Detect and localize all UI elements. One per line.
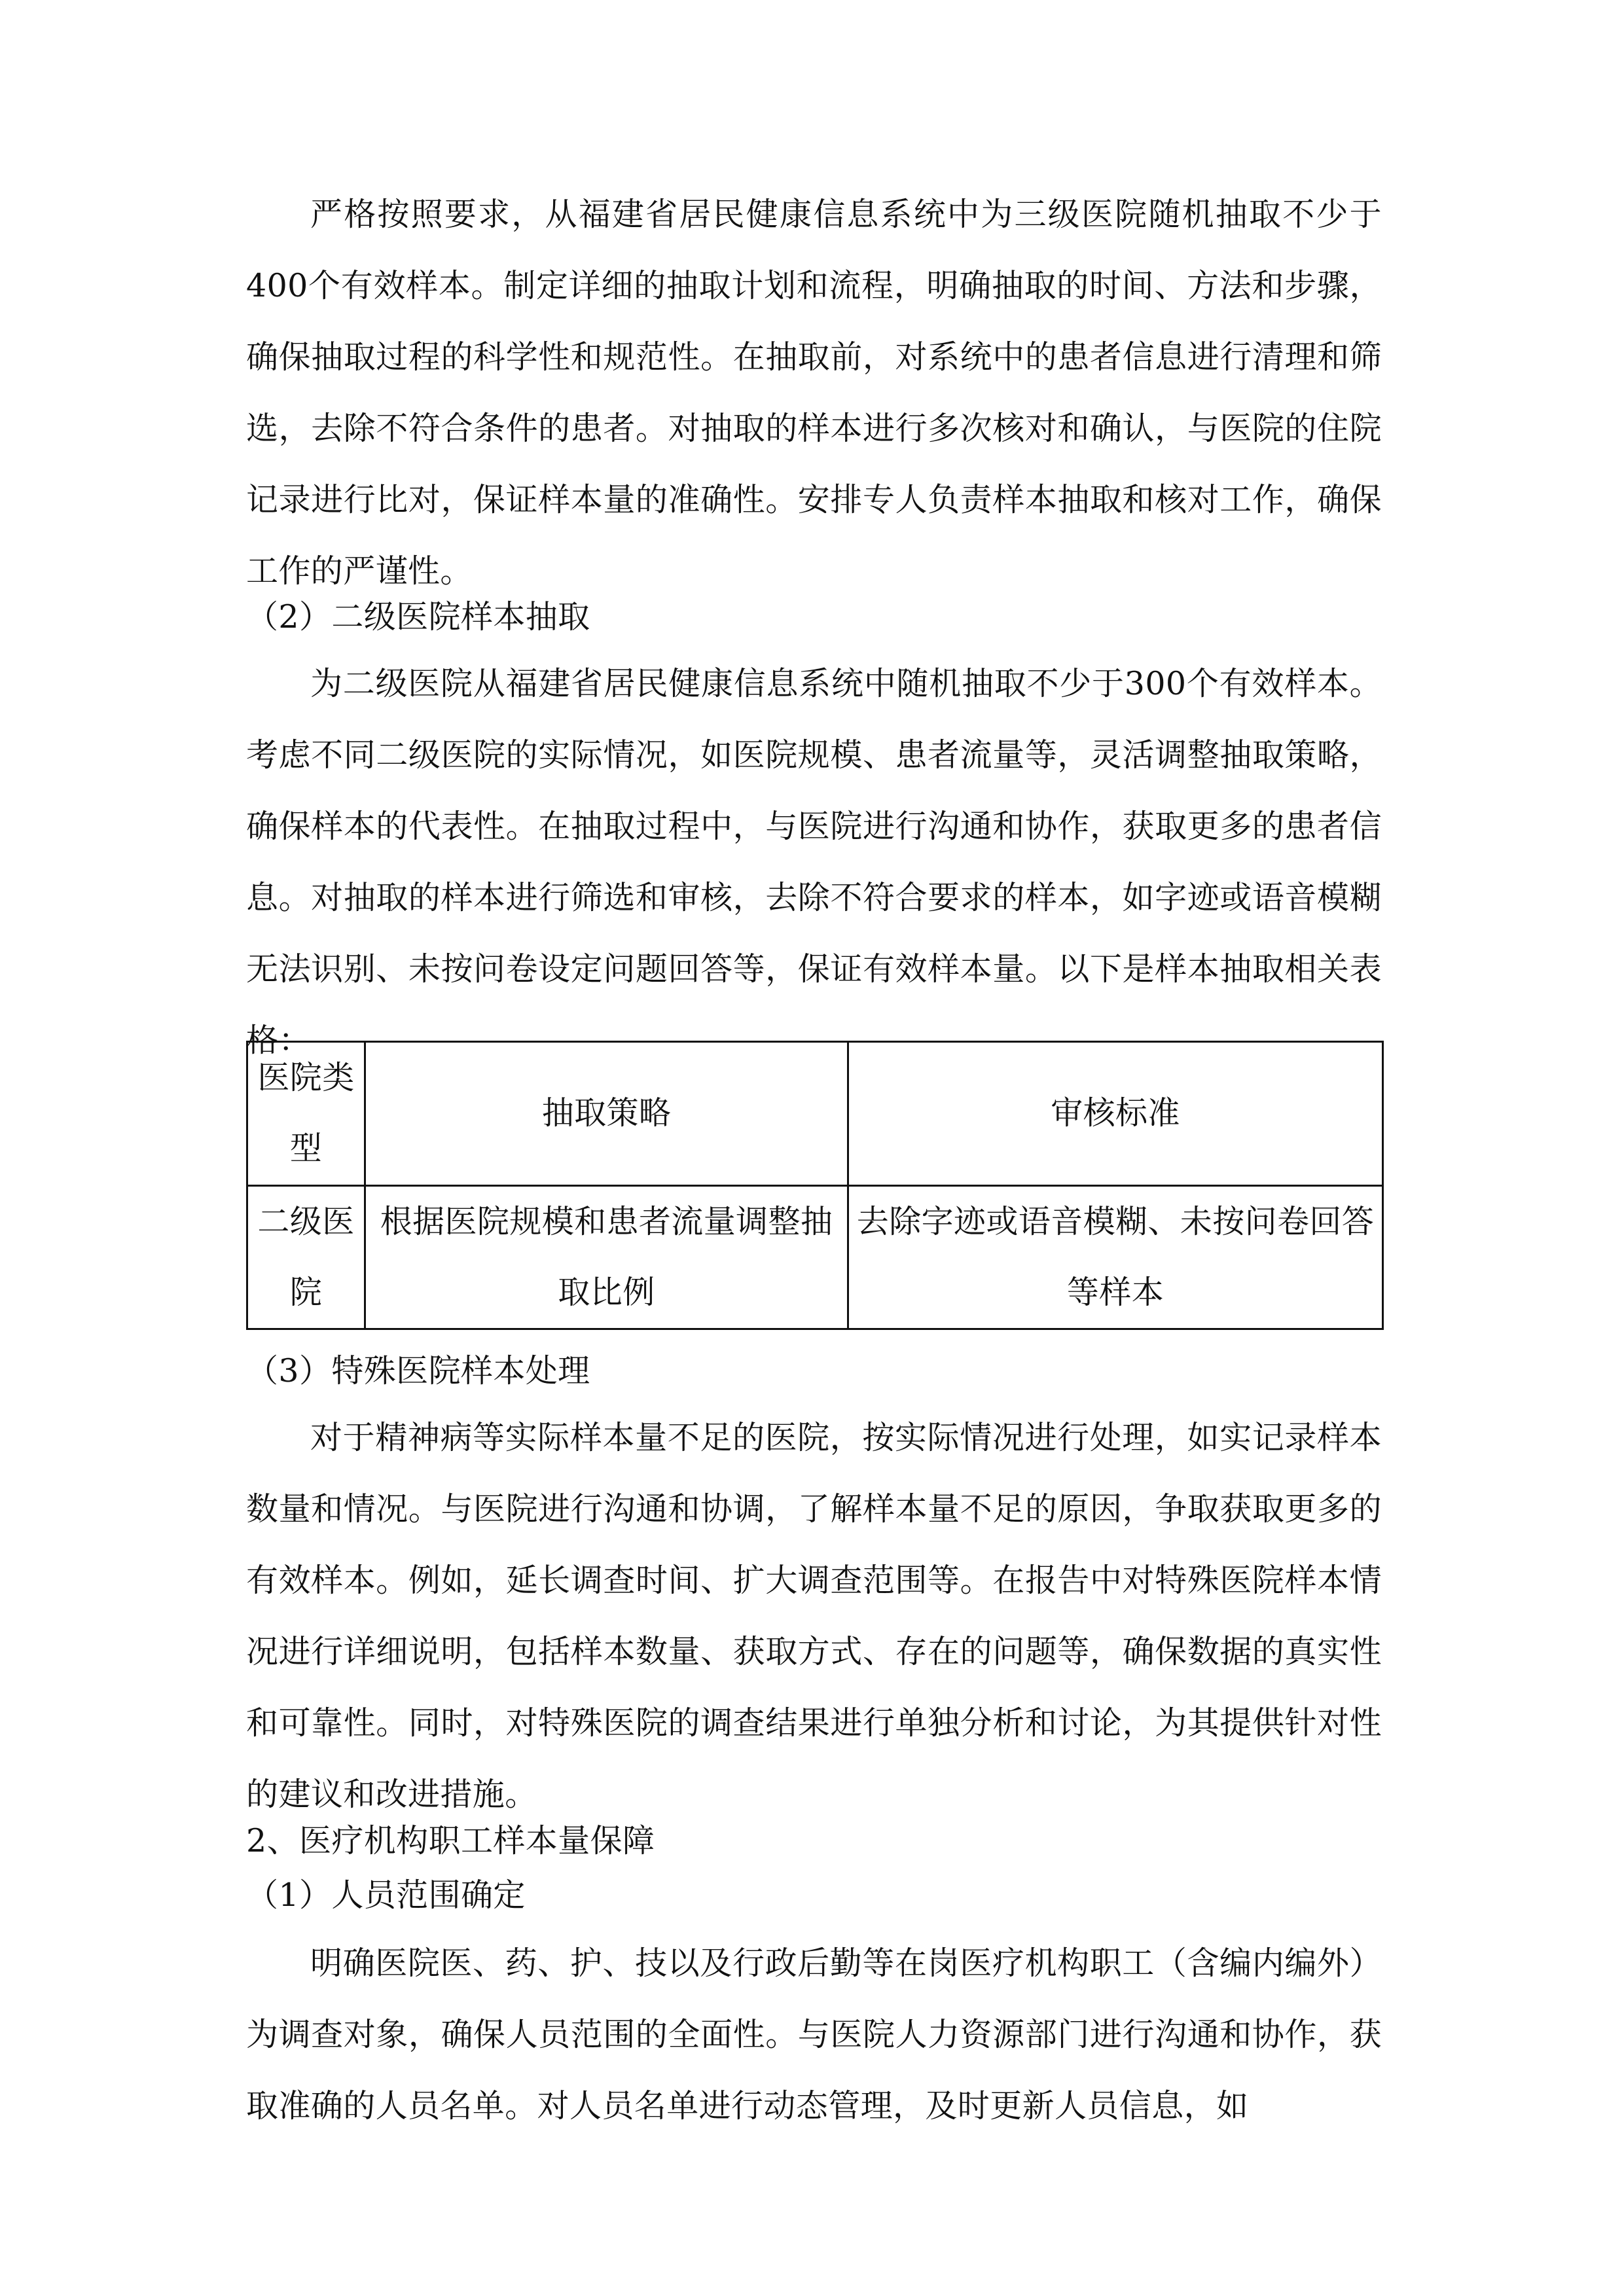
- table-header-cell: 抽取策略: [365, 1042, 848, 1186]
- heading-personnel-scope: （1）人员范围确定: [246, 1876, 526, 1914]
- heading-special-hospital-samples: （3）特殊医院样本处理: [246, 1352, 590, 1390]
- table-header-row: [247, 1042, 1383, 1186]
- paragraph-tertiary-hospital-sampling: 严格按照要求，从福建省居民健康信息系统中为三级医院随机抽取不少于400个有效样本。制定详细的抽取计划和流程，明确抽取的时间、方法和步骤，确保抽取过程的科学性和规范性。在抽取前，对系统中的患者信息进行清理和筛选，去除不符合条件的患者。对抽取的样本进行多次核对和确认，与医院的住院记录进行比对，保证样本量的准确性。安排专人负责样本抽取和核对工作，确保工作的严谨性。: [246, 196, 1382, 590]
- table-header-cell: 医院类型: [247, 1042, 365, 1186]
- sampling-table: [246, 1041, 1384, 1330]
- table-row: [247, 1185, 1383, 1329]
- heading-staff-sample-guarantee: 2、医疗机构职工样本量保障: [246, 1822, 655, 1859]
- paragraph-secondary-hospital-sampling: 为二级医院从福建省居民健康信息系统中随机抽取不少于300个有效样本。考虑不同二级医院的实际情况，如医院规模、患者流量等，灵活调整抽取策略，确保样本的代表性。在抽取过程中，与医院进行沟通和协作，获取更多的患者信息。对抽取的样本进行筛选和审核，去除不符合要求的样本，如字迹或语音模糊无法识别、未按问卷设定问题回答等，保证有效样本量。以下是样本抽取相关表格：: [246, 665, 1382, 1059]
- paragraph-personnel-scope: 明确医院医、药、护、技以及行政后勤等在岗医疗机构职工（含编内编外）为调查对象，确保人员范围的全面性。与医院人力资源部门进行沟通和协作，获取准确的人员名单。对人员名单进行动态管理，及时更新人员信息，如: [246, 1945, 1382, 2125]
- table-cell: 二级医院: [247, 1185, 365, 1329]
- heading-secondary-hospital-sampling: （2）二级医院样本抽取: [246, 598, 590, 636]
- table-cell: 去除字迹或语音模糊、未按问卷回答等样本: [848, 1185, 1383, 1329]
- paragraph-special-hospital-samples: 对于精神病等实际样本量不足的医院，按实际情况进行处理，如实记录样本数量和情况。与医院进行沟通和协调，了解样本量不足的原因，争取获取更多的有效样本。例如，延长调查时间、扩大调查范围等。在报告中对特殊医院样本情况进行详细说明，包括样本数量、获取方式、存在的问题等，确保数据的真实性和可靠性。同时，对特殊医院的调查结果进行单独分析和讨论，为其提供针对性的建议和改进措施。: [246, 1419, 1382, 1813]
- table-cell: 根据医院规模和患者流量调整抽取比例: [365, 1185, 848, 1329]
- table-header-cell: 审核标准: [848, 1042, 1383, 1186]
